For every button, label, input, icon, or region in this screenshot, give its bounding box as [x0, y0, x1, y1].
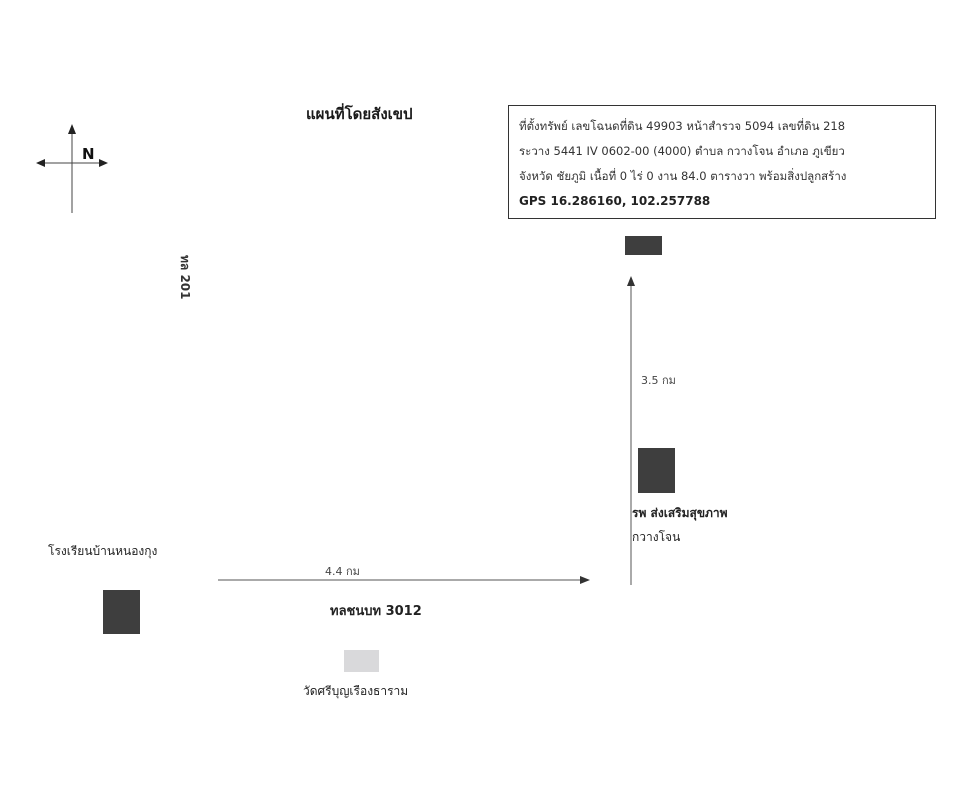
road-label-201: ทล 201	[178, 255, 192, 300]
horizontal-distance-arrow	[218, 576, 590, 584]
property-marker	[625, 236, 662, 255]
property-info-box	[508, 105, 936, 219]
gps-coordinates: GPS 16.286160, 102.257788	[519, 194, 711, 208]
hospital-marker	[638, 448, 675, 493]
temple-label: วัดศรีบุญเรืองธาราม	[303, 684, 409, 698]
vertical-distance-label: 3.5 กม	[641, 374, 676, 387]
info-line-3: จังหวัด ชัยภูมิ เนื้อที่ 0 ไร่ 0 งาน 84.0 ตารางวา พร้อมสิ่งปลูกสร้าง	[519, 169, 847, 183]
hospital-label-line1: รพ ส่งเสริมสุขภาพ	[632, 506, 728, 520]
horizontal-distance-label: 4.4 กม	[325, 565, 360, 578]
temple-marker	[344, 650, 379, 672]
info-line-1: ที่ตั้งทรัพย์ เลขโฉนดที่ดิน 49903 หน้าสำรวจ 5094 เลขที่ดิน 218	[519, 119, 846, 133]
compass-north-label: N	[82, 145, 95, 163]
road-label-3012: ทลชนบท 3012	[330, 604, 422, 619]
school-marker	[103, 590, 140, 634]
hospital-label-line2: กวางโจน	[632, 530, 681, 544]
info-line-2: ระวาง 5441 IV 0602-00 (4000) ตำบล กวางโจน อำเภอ ภูเขียว	[519, 144, 845, 158]
map-title: แผนที่โดยสังเขป	[306, 105, 413, 123]
school-label: โรงเรียนบ้านหนองกุง	[48, 544, 158, 558]
north-arrow-icon	[36, 124, 108, 213]
